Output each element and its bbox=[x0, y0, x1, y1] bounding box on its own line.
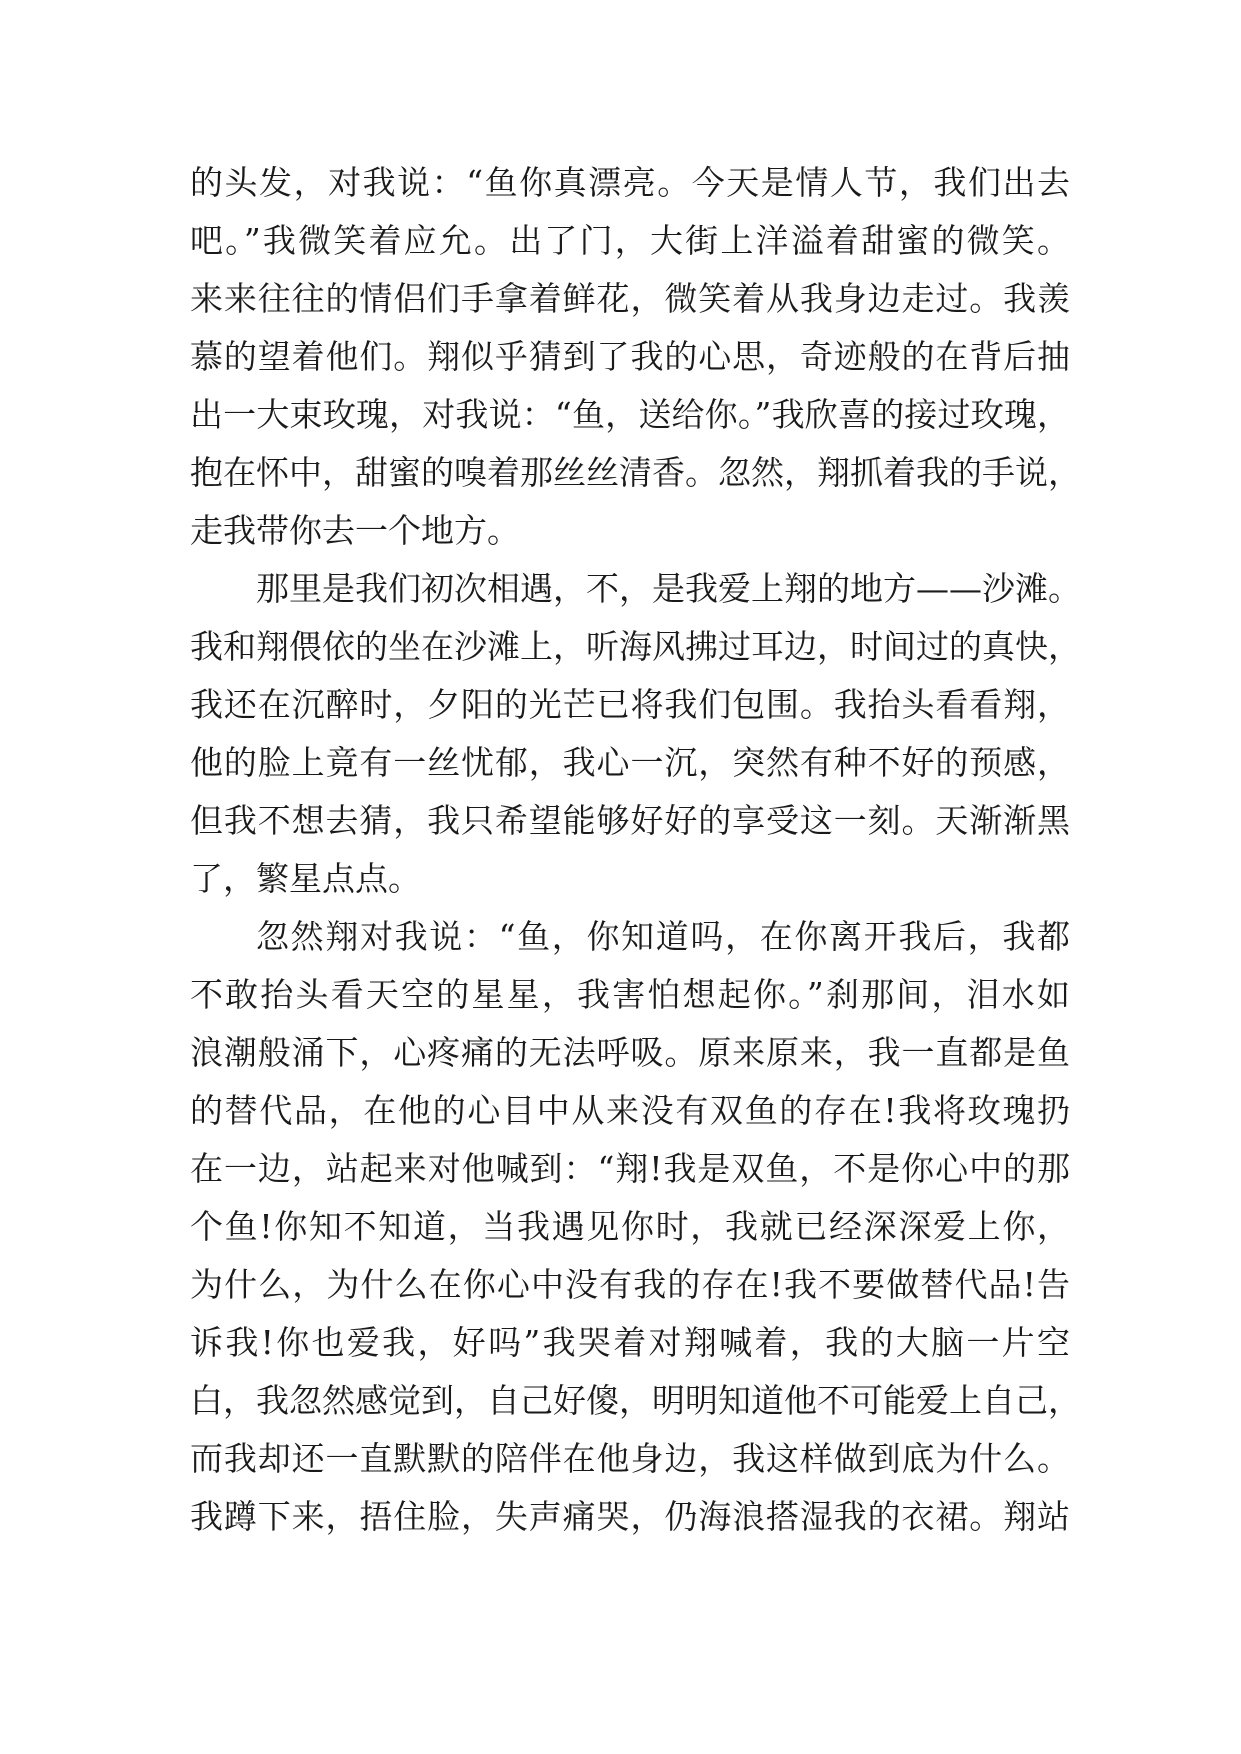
text-line: 在一边，站起来对他喊到：“翔!我是双鱼，不是你心中的那 bbox=[190, 1149, 1070, 1188]
text-line: 了，繁星点点。 bbox=[190, 859, 421, 898]
paragraph-first-line: 忽然翔对我说：“鱼，你知道吗，在你离开我后，我都 bbox=[256, 917, 1070, 956]
text-line: 我蹲下来，捂住脸，失声痛哭，仍海浪搭湿我的衣裙。翔站 bbox=[190, 1497, 1070, 1536]
text-line: 白，我忽然感觉到，自己好傻，明明知道他不可能爱上自己， bbox=[190, 1381, 1081, 1420]
text-line: 我和翔偎依的坐在沙滩上，听海风拂过耳边，时间过的真快， bbox=[190, 627, 1081, 666]
document-body bbox=[190, 154, 1081, 1546]
text-line: 吧。”我微笑着应允。出了门，大街上洋溢着甜蜜的微笑。 bbox=[190, 221, 1070, 260]
text-line: 而我却还一直默默的陪伴在他身边，我这样做到底为什么。 bbox=[190, 1439, 1070, 1478]
text-line: 浪潮般涌下，心疼痛的无法呼吸。原来原来，我一直都是鱼 bbox=[190, 1033, 1070, 1072]
text-line: 出一大束玫瑰，对我说：“鱼，送给你。”我欣喜的接过玫瑰， bbox=[190, 395, 1070, 434]
text-line: 抱在怀中，甜蜜的嗅着那丝丝清香。忽然，翔抓着我的手说， bbox=[190, 453, 1081, 492]
text-line: 诉我!你也爱我，好吗”我哭着对翔喊着，我的大脑一片空 bbox=[190, 1323, 1070, 1362]
text-line: 慕的望着他们。翔似乎猜到了我的心思，奇迹般的在背后抽 bbox=[190, 337, 1070, 376]
text-line: 来来往往的情侣们手拿着鲜花，微笑着从我身边走过。我羡 bbox=[190, 279, 1070, 318]
text-line: 的替代品，在他的心目中从来没有双鱼的存在!我将玫瑰扔 bbox=[190, 1091, 1070, 1130]
text-line: 我还在沉醉时，夕阳的光芒已将我们包围。我抬头看看翔， bbox=[190, 685, 1070, 724]
paragraph-first-line: 那里是我们初次相遇，不，是我爱上翔的地方——沙滩。 bbox=[256, 569, 1081, 608]
text-line: 的头发，对我说：“鱼你真漂亮。今天是情人节，我们出去 bbox=[190, 163, 1070, 202]
text-line: 但我不想去猜，我只希望能够好好的享受这一刻。天渐渐黑 bbox=[190, 801, 1070, 840]
text-line: 不敢抬头看天空的星星，我害怕想起你。”刹那间，泪水如 bbox=[190, 975, 1070, 1014]
text-line: 为什么，为什么在你心中没有我的存在!我不要做替代品!告 bbox=[190, 1265, 1070, 1304]
text-line: 个鱼!你知不知道，当我遇见你时，我就已经深深爱上你， bbox=[190, 1207, 1070, 1246]
text-line: 他的脸上竟有一丝忧郁，我心一沉，突然有种不好的预感， bbox=[190, 743, 1070, 782]
text-line: 走我带你去一个地方。 bbox=[190, 511, 520, 550]
